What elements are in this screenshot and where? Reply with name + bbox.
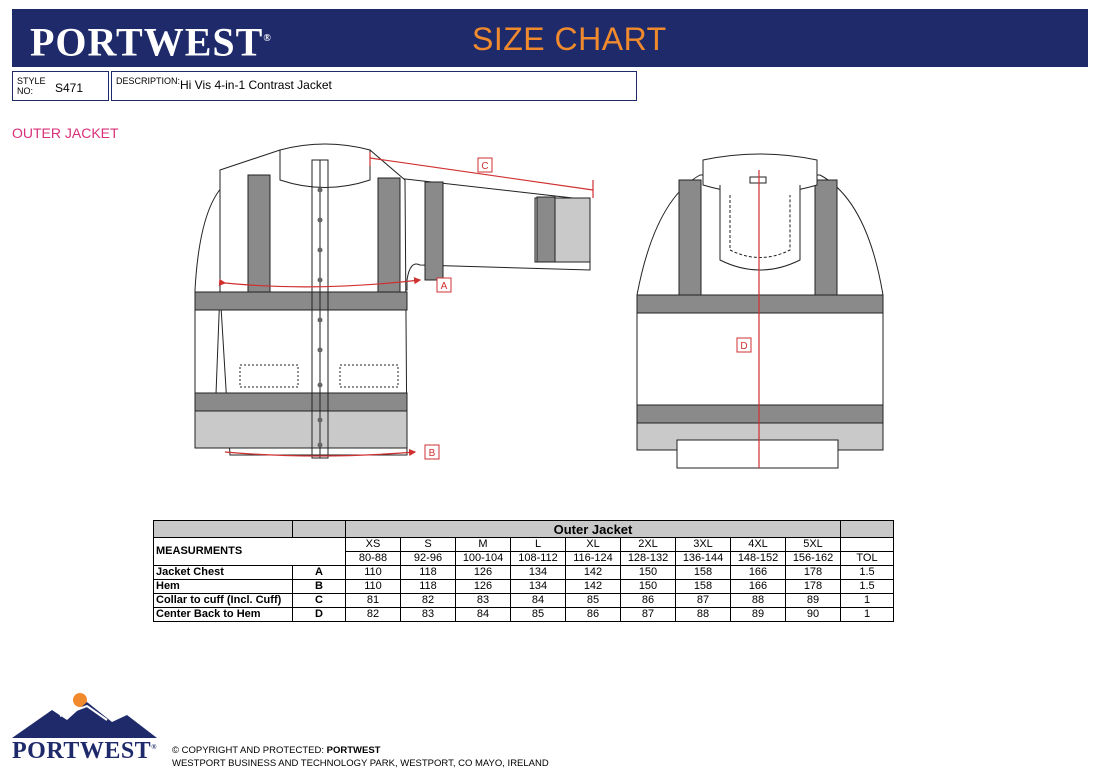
jacket-drawing — [185, 140, 905, 480]
size-header: L — [511, 538, 566, 552]
copyright-notice: © COPYRIGHT AND PROTECTED: PORTWEST WESTPORT BUSINESS AND TECHNOLOGY PARK, WESTPORT, CO MAYO, IRELAND — [172, 745, 549, 769]
size-range: 156-162 — [786, 552, 841, 566]
label-b: B — [428, 448, 436, 459]
page-title: SIZE CHART — [472, 21, 667, 57]
description-value: Hi Vis 4-in-1 Contrast Jacket — [180, 78, 332, 92]
section-label: OUTER JACKET — [12, 125, 119, 141]
label-c: C — [481, 161, 489, 172]
label-a: A — [440, 281, 448, 292]
size-range: 108-112 — [511, 552, 566, 566]
footer-brand: PORTWEST® — [12, 738, 157, 764]
size-header: 2XL — [621, 538, 676, 552]
address: WESTPORT BUSINESS AND TECHNOLOGY PARK, WESTPORT, CO MAYO, IRELAND — [172, 758, 549, 769]
table-row: Hem B 110 118 126 134 142 150 158 166 178 1.5 — [154, 580, 894, 594]
size-header: 5XL — [786, 538, 841, 552]
size-header: M — [456, 538, 511, 552]
footer-logo — [12, 690, 157, 770]
size-header: XL — [566, 538, 621, 552]
table-row: Center Back to Hem D 82 83 84 85 86 87 88 89 90 1 — [154, 608, 894, 622]
size-range: 100-104 — [456, 552, 511, 566]
mountain-logo-icon — [12, 690, 157, 740]
style-number-box — [12, 71, 109, 101]
size-range: 128-132 — [621, 552, 676, 566]
table-row: Collar to cuff (Incl. Cuff) C 81 82 83 84 85 86 87 88 89 1 — [154, 594, 894, 608]
size-range: 80-88 — [346, 552, 401, 566]
size-header: XS — [346, 538, 401, 552]
size-header: S — [401, 538, 456, 552]
size-range: 92-96 — [401, 552, 456, 566]
back-view — [637, 154, 883, 468]
description-label: DESCRIPTION: — [116, 76, 181, 86]
product-info — [12, 71, 637, 103]
size-range: 148-152 — [731, 552, 786, 566]
size-header: 4XL — [731, 538, 786, 552]
style-value: S471 — [55, 81, 84, 95]
description-box — [111, 71, 637, 101]
table-row: Jacket Chest A 110 118 126 134 142 150 158 166 178 1.5 — [154, 566, 894, 580]
header-banner — [12, 9, 1088, 67]
measurements-label: MEASURMENTS — [154, 538, 346, 566]
brand-logo-text: PORTWEST® — [30, 19, 271, 65]
label-d: D — [740, 341, 748, 352]
size-header: 3XL — [676, 538, 731, 552]
tol-header: TOL — [841, 552, 894, 566]
size-chart-table — [153, 520, 894, 622]
size-range: 136-144 — [676, 552, 731, 566]
style-label: STYLE NO: — [17, 76, 46, 96]
measure-labels-back — [737, 338, 751, 352]
table-title: Outer Jacket — [346, 521, 841, 538]
front-view — [195, 144, 590, 458]
size-range: 116-124 — [566, 552, 621, 566]
